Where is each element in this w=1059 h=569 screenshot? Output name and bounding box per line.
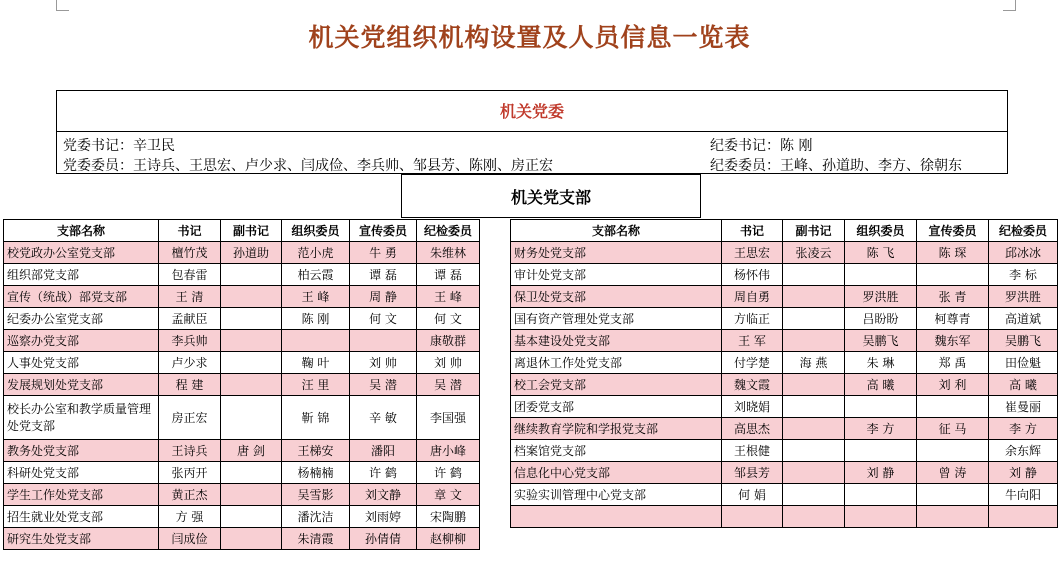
branch-name-cell: 人事处党支部 — [4, 352, 159, 374]
deputy-secretary-cell: 唐 剑 — [221, 440, 282, 462]
publicity-member-cell: 谭 磊 — [350, 264, 417, 286]
publicity-member-cell: 何 文 — [350, 308, 417, 330]
branch-name-cell: 科研处党支部 — [4, 462, 159, 484]
table-row — [511, 352, 1058, 374]
branch-name-cell: 基本建设处党支部 — [511, 330, 722, 352]
table-row — [511, 286, 1058, 308]
discipline-member-cell: 罗洪胜 — [989, 286, 1058, 308]
table-row — [511, 462, 1058, 484]
deputy-secretary-cell — [221, 286, 282, 308]
organization-member-cell: 吴鹏飞 — [845, 330, 917, 352]
branch-name-cell: 校长办公室和教学质量管理处党支部 — [4, 396, 159, 440]
discipline-member-cell: 高道斌 — [989, 308, 1058, 330]
branch-name-cell: 发展规划处党支部 — [4, 374, 159, 396]
branch-name-cell: 校工会党支部 — [511, 374, 722, 396]
publicity-member-cell: 魏东军 — [917, 330, 989, 352]
secretary-cell: 闫成俭 — [159, 528, 221, 550]
table-row — [4, 330, 480, 352]
organization-member-cell: 汪 里 — [282, 374, 350, 396]
publicity-member-cell — [350, 330, 417, 352]
discipline-member-cell: 宋陶鹏 — [417, 506, 480, 528]
header-discipline-member: 纪检委员 — [989, 220, 1058, 242]
deputy-secretary-cell — [783, 264, 845, 286]
publicity-member-cell: 刘雨婷 — [350, 506, 417, 528]
organization-member-cell: 王 峰 — [282, 286, 350, 308]
table-row — [4, 286, 480, 308]
deputy-secretary-cell — [783, 462, 845, 484]
discipline-member-cell: 李 方 — [989, 418, 1058, 440]
secretary-cell: 付学楚 — [722, 352, 783, 374]
publicity-member-cell: 郑 禹 — [917, 352, 989, 374]
discipline-member-cell: 李 标 — [989, 264, 1058, 286]
secretary-cell: 包春雷 — [159, 264, 221, 286]
publicity-member-cell — [917, 264, 989, 286]
organization-member-cell: 朱 琳 — [845, 352, 917, 374]
publicity-member-cell: 曾 涛 — [917, 462, 989, 484]
publicity-member-cell — [917, 440, 989, 462]
branch-name-cell: 研究生处党支部 — [4, 528, 159, 550]
table-row — [511, 484, 1058, 506]
secretary-cell: 房正宏 — [159, 396, 221, 440]
secretary-cell: 黄正杰 — [159, 484, 221, 506]
table-row — [511, 440, 1058, 462]
branch-section-title: 机关党支部 — [401, 174, 701, 218]
discipline-member-cell: 刘 帅 — [417, 352, 480, 374]
deputy-secretary-cell — [221, 352, 282, 374]
deputy-secretary-cell — [783, 484, 845, 506]
publicity-member-cell: 征 马 — [917, 418, 989, 440]
publicity-member-cell — [917, 396, 989, 418]
discipline-member-cell: 李国强 — [417, 396, 480, 440]
branch-name-cell: 学生工作处党支部 — [4, 484, 159, 506]
publicity-member-cell: 周 静 — [350, 286, 417, 308]
table-row — [4, 440, 480, 462]
branch-name-cell: 实验实训管理中心党支部 — [511, 484, 722, 506]
table-row — [511, 330, 1058, 352]
organization-member-cell: 王梯安 — [282, 440, 350, 462]
secretary-cell — [722, 506, 783, 528]
branch-name-cell: 审计处党支部 — [511, 264, 722, 286]
organization-member-cell: 刘 静 — [845, 462, 917, 484]
branch-name-cell: 国有资产管理处党支部 — [511, 308, 722, 330]
discipline-member-cell — [989, 506, 1058, 528]
branch-table-left — [3, 219, 480, 550]
deputy-secretary-cell — [221, 330, 282, 352]
branch-name-cell: 离退休工作处党支部 — [511, 352, 722, 374]
table-row — [4, 462, 480, 484]
discipline-member-cell: 牛向阳 — [989, 484, 1058, 506]
secretary-cell: 王根健 — [722, 440, 783, 462]
header-organization-member: 组织委员 — [845, 220, 917, 242]
secretary-cell: 檀竹茂 — [159, 242, 221, 264]
branch-name-cell: 财务处党支部 — [511, 242, 722, 264]
organization-member-cell: 鞠 叶 — [282, 352, 350, 374]
discipline-member-cell: 邱冰冰 — [989, 242, 1058, 264]
deputy-secretary-cell — [221, 506, 282, 528]
publicity-member-cell: 陈 琛 — [917, 242, 989, 264]
publicity-member-cell: 牛 勇 — [350, 242, 417, 264]
deputy-secretary-cell — [221, 396, 282, 440]
branch-name-cell — [511, 506, 722, 528]
organization-member-cell — [282, 330, 350, 352]
discipline-member-cell: 田俭魁 — [989, 352, 1058, 374]
secretary-cell: 魏文霞 — [722, 374, 783, 396]
deputy-secretary-cell — [221, 264, 282, 286]
deputy-secretary-cell — [783, 396, 845, 418]
publicity-member-cell: 许 鹤 — [350, 462, 417, 484]
secretary-cell: 刘晓娟 — [722, 396, 783, 418]
deputy-secretary-cell — [783, 308, 845, 330]
organization-member-cell — [845, 484, 917, 506]
branch-name-cell: 档案馆党支部 — [511, 440, 722, 462]
branch-name-cell: 团委党支部 — [511, 396, 722, 418]
branch-name-cell: 纪委办公室党支部 — [4, 308, 159, 330]
secretary-cell: 高思杰 — [722, 418, 783, 440]
publicity-member-cell: 孙倩倩 — [350, 528, 417, 550]
branch-name-cell: 巡察办党支部 — [4, 330, 159, 352]
header-publicity-member: 宣传委员 — [350, 220, 417, 242]
table-row — [4, 374, 480, 396]
table-header-row — [4, 220, 480, 242]
organization-member-cell — [845, 440, 917, 462]
organization-member-cell: 陈 飞 — [845, 242, 917, 264]
deputy-secretary-cell — [783, 374, 845, 396]
deputy-secretary-cell — [221, 528, 282, 550]
committee-divider — [57, 131, 1007, 132]
deputy-secretary-cell: 孙道助 — [221, 242, 282, 264]
secretary-cell: 孟献臣 — [159, 308, 221, 330]
deputy-secretary-cell — [783, 418, 845, 440]
deputy-secretary-cell: 张凌云 — [783, 242, 845, 264]
table-row — [511, 506, 1058, 528]
branch-name-cell: 教务处党支部 — [4, 440, 159, 462]
table-row — [4, 396, 480, 440]
secretary-cell: 邹县芳 — [722, 462, 783, 484]
publicity-member-cell: 辛 敏 — [350, 396, 417, 440]
organization-member-cell: 吕盼盼 — [845, 308, 917, 330]
organization-member-cell — [845, 396, 917, 418]
table-row — [511, 396, 1058, 418]
party-secretary: 党委书记：辛卫民 — [63, 138, 175, 154]
discipline-member-cell: 何 文 — [417, 308, 480, 330]
table-row — [511, 242, 1058, 264]
organization-member-cell: 柏云霞 — [282, 264, 350, 286]
organization-member-cell — [845, 506, 917, 528]
discipline-member-cell: 许 鹤 — [417, 462, 480, 484]
discipline-member-cell: 唐小峰 — [417, 440, 480, 462]
secretary-cell: 王 军 — [722, 330, 783, 352]
table-row — [511, 374, 1058, 396]
page-title: 机关党组织机构设置及人员信息一览表 — [308, 23, 751, 52]
discipline-member-cell: 高 曦 — [989, 374, 1058, 396]
deputy-secretary-cell — [221, 374, 282, 396]
organization-member-cell: 陈 刚 — [282, 308, 350, 330]
secretary-cell: 王诗兵 — [159, 440, 221, 462]
discipline-member-cell: 章 文 — [417, 484, 480, 506]
publicity-member-cell: 刘 利 — [917, 374, 989, 396]
header-discipline-member: 纪检委员 — [417, 220, 480, 242]
discipline-member-cell: 康敬群 — [417, 330, 480, 352]
organization-member-cell: 李 方 — [845, 418, 917, 440]
branch-name-cell: 继续教育学院和学报党支部 — [511, 418, 722, 440]
discipline-member-cell: 崔曼丽 — [989, 396, 1058, 418]
publicity-member-cell — [917, 484, 989, 506]
discipline-members: 纪委委员：王峰、孙道助、李方、徐朝东 — [710, 158, 962, 174]
table-row — [4, 264, 480, 286]
secretary-cell: 程 建 — [159, 374, 221, 396]
crop-mark-top-left — [56, 0, 69, 11]
organization-member-cell: 罗洪胜 — [845, 286, 917, 308]
publicity-member-cell: 张 青 — [917, 286, 989, 308]
header-secretary: 书记 — [722, 220, 783, 242]
secretary-cell: 张丙开 — [159, 462, 221, 484]
publicity-member-cell: 吴 潜 — [350, 374, 417, 396]
branch-name-cell: 信息化中心党支部 — [511, 462, 722, 484]
discipline-member-cell: 余东辉 — [989, 440, 1058, 462]
deputy-secretary-cell — [221, 462, 282, 484]
header-publicity-member: 宣传委员 — [917, 220, 989, 242]
branch-table-right — [510, 219, 1058, 528]
branch-name-cell: 组织部党支部 — [4, 264, 159, 286]
organization-member-cell: 靳 锦 — [282, 396, 350, 440]
secretary-cell: 周自勇 — [722, 286, 783, 308]
publicity-member-cell — [917, 506, 989, 528]
discipline-member-cell: 刘 静 — [989, 462, 1058, 484]
header-branch-name: 支部名称 — [511, 220, 722, 242]
header-deputy-secretary: 副书记 — [221, 220, 282, 242]
branch-name-cell: 保卫处党支部 — [511, 286, 722, 308]
branch-name-cell: 招生就业处党支部 — [4, 506, 159, 528]
secretary-cell: 杨怀伟 — [722, 264, 783, 286]
organization-member-cell: 杨楠楠 — [282, 462, 350, 484]
discipline-member-cell: 赵柳柳 — [417, 528, 480, 550]
branch-name-cell: 宣传（统战）部党支部 — [4, 286, 159, 308]
deputy-secretary-cell — [221, 308, 282, 330]
secretary-cell: 王 清 — [159, 286, 221, 308]
organization-member-cell: 范小虎 — [282, 242, 350, 264]
publicity-member-cell: 柯尊青 — [917, 308, 989, 330]
deputy-secretary-cell — [783, 506, 845, 528]
discipline-member-cell: 王 峰 — [417, 286, 480, 308]
table-row — [4, 528, 480, 550]
secretary-cell: 王思宏 — [722, 242, 783, 264]
organization-member-cell — [845, 264, 917, 286]
organization-member-cell: 吴雪影 — [282, 484, 350, 506]
table-row — [4, 308, 480, 330]
secretary-cell: 方 强 — [159, 506, 221, 528]
organization-member-cell: 潘沈洁 — [282, 506, 350, 528]
deputy-secretary-cell — [783, 286, 845, 308]
table-header-row — [511, 220, 1058, 242]
committee-title: 机关党委 — [499, 102, 564, 121]
deputy-secretary-cell — [783, 330, 845, 352]
discipline-member-cell: 朱维林 — [417, 242, 480, 264]
secretary-cell: 方临正 — [722, 308, 783, 330]
organization-member-cell: 朱清霞 — [282, 528, 350, 550]
organization-member-cell: 高 曦 — [845, 374, 917, 396]
table-row — [4, 484, 480, 506]
table-row — [511, 308, 1058, 330]
secretary-cell: 李兵帅 — [159, 330, 221, 352]
table-row — [4, 506, 480, 528]
publicity-member-cell: 刘 帅 — [350, 352, 417, 374]
discipline-member-cell: 吴鹏飞 — [989, 330, 1058, 352]
secretary-cell: 卢少求 — [159, 352, 221, 374]
deputy-secretary-cell — [221, 484, 282, 506]
header-deputy-secretary: 副书记 — [783, 220, 845, 242]
table-row — [4, 242, 480, 264]
discipline-secretary: 纪委书记：陈 刚 — [710, 138, 813, 154]
deputy-secretary-cell: 海 燕 — [783, 352, 845, 374]
table-row — [511, 264, 1058, 286]
discipline-member-cell: 吴 潜 — [417, 374, 480, 396]
party-members: 党委委员：王诗兵、王思宏、卢少求、闫成俭、李兵帅、邹县芳、陈刚、房正宏 — [63, 158, 553, 174]
deputy-secretary-cell — [783, 440, 845, 462]
header-branch-name: 支部名称 — [4, 220, 159, 242]
crop-mark-top-right — [1003, 0, 1016, 11]
party-committee-box — [56, 90, 1008, 174]
publicity-member-cell: 潘阳 — [350, 440, 417, 462]
table-row — [511, 418, 1058, 440]
header-secretary: 书记 — [159, 220, 221, 242]
discipline-member-cell: 谭 磊 — [417, 264, 480, 286]
table-row — [4, 352, 480, 374]
secretary-cell: 何 娟 — [722, 484, 783, 506]
publicity-member-cell: 刘文静 — [350, 484, 417, 506]
header-organization-member: 组织委员 — [282, 220, 350, 242]
branch-name-cell: 校党政办公室党支部 — [4, 242, 159, 264]
